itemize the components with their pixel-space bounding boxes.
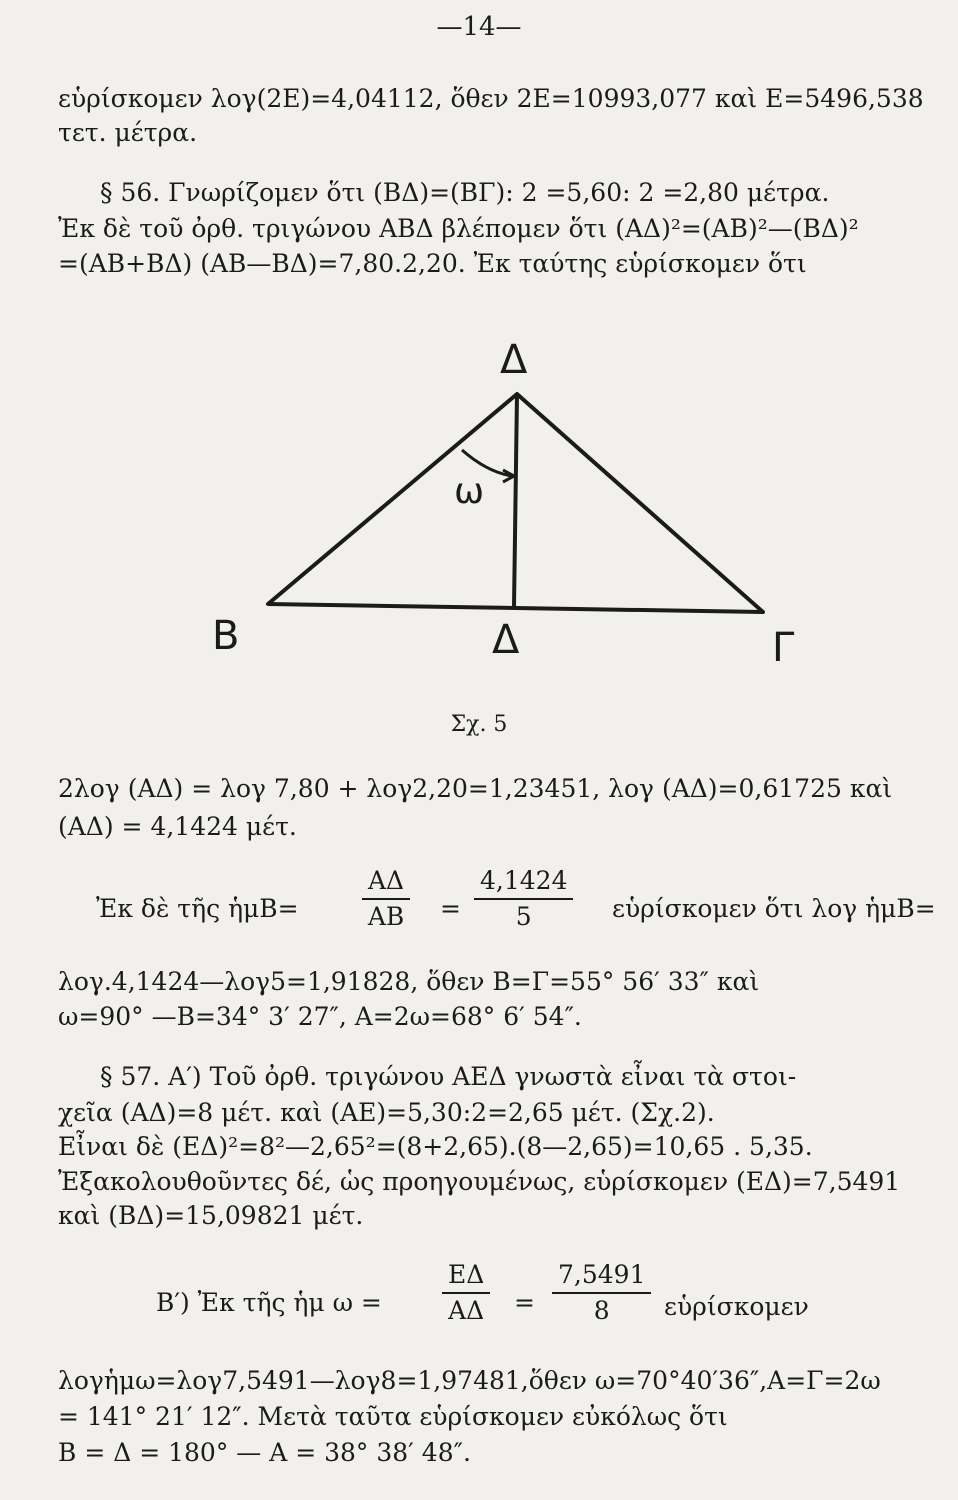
equals-sign: = [514, 1288, 535, 1317]
fraction-denominator: ΑΔ [448, 1296, 485, 1325]
label-delta-top: Δ [500, 337, 528, 383]
section-57-line-5: καὶ (ΒΔ)=15,09821 μέτ. [58, 1201, 364, 1230]
label-b: B [212, 613, 240, 659]
paragraph-1-line-2: τετ. μέτρα. [58, 118, 198, 147]
fraction-numerator: 7,5491 [552, 1260, 651, 1294]
section-56-line-2: Ἐκ δὲ τοῦ ὀρθ. τριγώνου ΑΒΔ βλέπομεν ὅτι (ΑΔ)²=(ΑΒ)²—(ΒΔ)² [58, 214, 859, 243]
fraction-numerator: 4,1424 [474, 866, 573, 900]
text-line: εὑρίσκομεν λογ(2Ε)=4,04112, ὅθεν 2Ε=10993,077 καὶ Ε=5496,538 [58, 84, 924, 113]
part-b-prefix: Β′) Ἐκ τῆς ἡμ ω = [156, 1288, 382, 1317]
fraction-denominator: 5 [515, 902, 532, 931]
after-figure-line-2: (ΑΔ) = 4,1424 μέτ. [58, 812, 297, 841]
fraction-value [474, 866, 573, 932]
fraction-numerator: ΕΔ [442, 1260, 490, 1294]
page-number: —14— [436, 12, 522, 42]
fraction-denominator: 8 [593, 1296, 610, 1325]
after-figure-line-4: ω=90° —Β=34° 3′ 27″, Α=2ω=68° 6′ 54″. [58, 1002, 582, 1031]
section-56-line-3: =(ΑΒ+ΒΔ) (ΑΒ—ΒΔ)=7,80.2,20. Ἐκ ταύτης εὑρίσκομεν ὅτι [58, 249, 807, 278]
after-figure-line-1: 2λογ (ΑΔ) = λογ 7,80 + λογ2,20=1,23451, λογ (ΑΔ)=0,61725 καὶ [58, 774, 893, 803]
equation-prefix: Ἐκ δὲ τῆς ἡμΒ= [96, 894, 299, 923]
after-figure-line-3: λογ.4,1424—λογ5=1,91828, ὅθεν Β=Γ=55° 56′ 33″ καὶ [58, 967, 760, 996]
fraction-value [552, 1260, 651, 1326]
section-57-line-4: Ἐξακολουθοῦντες δέ, ὡς προηγουμένως, εὑρίσκομεν (ΕΔ)=7,5491 [58, 1167, 901, 1196]
section-56-line-1: § 56. Γνωρίζομεν ὅτι (ΒΔ)=(ΒΓ): 2 =5,60: 2 =2,80 μέτρα. [100, 178, 830, 207]
fraction-ed-over-ad [442, 1260, 490, 1326]
part-b-line-2: = 141° 21′ 12″. Μετὰ ταῦτα εὑρίσκομεν εὐκόλως ὅτι [58, 1402, 728, 1431]
section-57-line-2: χεῖα (ΑΔ)=8 μέτ. καὶ (ΑΕ)=5,30:2=2,65 μέτ. (Σχ.2). [58, 1098, 715, 1127]
label-delta-foot: Δ [492, 617, 520, 663]
part-b-suffix: εὑρίσκομεν [664, 1292, 809, 1321]
section-57-line-1: § 57. Α′) Τοῦ ὀρθ. τριγώνου ΑΕΔ γνωστὰ εἶναι τὰ στοι- [100, 1062, 797, 1091]
label-omega: ω [454, 471, 485, 512]
fraction-numerator: ΑΔ [362, 866, 410, 900]
figure-caption: Σχ. 5 [450, 712, 508, 737]
part-b-line-3: Β = Δ = 180° — Α = 38° 38′ 48″. [58, 1438, 471, 1467]
equation-suffix: εὑρίσκομεν ὅτι λογ ἡμΒ= [612, 894, 936, 923]
fraction-ad-over-ab [362, 866, 410, 932]
altitude-line [514, 394, 517, 607]
label-gamma: Γ [772, 625, 795, 671]
equals-sign: = [440, 894, 461, 923]
fraction-denominator: ΑΒ [367, 902, 405, 931]
part-b-line-1: λογἡμω=λογ7,5491—λογ8=1,97481,ὅθεν ω=70°40′36″,Α=Γ=2ω [58, 1366, 881, 1395]
section-57-line-3: Εἶναι δὲ (ΕΔ)²=8²—2,65²=(8+2,65).(8—2,65)=10,65 . 5,35. [58, 1132, 813, 1161]
